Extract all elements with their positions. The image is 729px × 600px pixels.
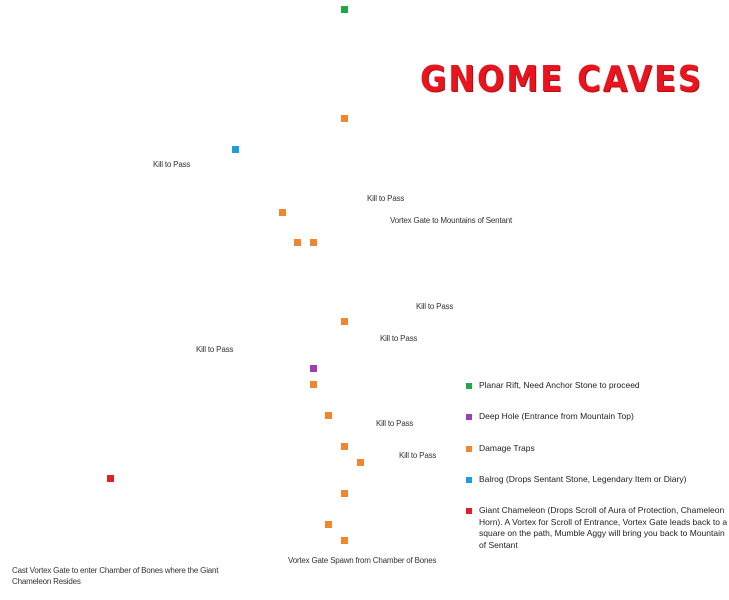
- legend-swatch: [466, 383, 472, 389]
- kill-to-pass-label: Kill to Pass: [399, 451, 437, 460]
- kill-to-pass-label: Kill to Pass: [367, 194, 405, 203]
- balrog-marker[interactable]: [232, 146, 239, 153]
- legend-swatch: [466, 508, 472, 514]
- kill-to-pass-label: Kill to Pass: [416, 302, 454, 311]
- damage-trap-marker[interactable]: [310, 239, 317, 246]
- vortex-gate-label: Vortex Gate to Mountains of Sentant: [390, 216, 512, 225]
- damage-trap-marker[interactable]: [325, 412, 332, 419]
- planar-rift-marker[interactable]: [341, 6, 348, 13]
- damage-trap-marker[interactable]: [310, 381, 317, 388]
- legend-label: Deep Hole (Entrance from Mountain Top): [479, 411, 634, 421]
- damage-trap-marker[interactable]: [341, 443, 348, 450]
- deep-hole-marker[interactable]: [310, 365, 317, 372]
- kill-to-pass-label: Kill to Pass: [153, 160, 191, 169]
- kill-to-pass-label: Kill to Pass: [376, 419, 414, 428]
- legend-label: Planar Rift, Need Anchor Stone to proceed: [479, 380, 640, 390]
- vortex-gate-spawn-label: Vortex Gate Spawn from Chamber of Bones: [288, 556, 437, 565]
- damage-trap-marker[interactable]: [341, 490, 348, 497]
- damage-trap-marker[interactable]: [357, 459, 364, 466]
- legend-swatch: [466, 414, 472, 420]
- giant-chameleon-marker[interactable]: [107, 475, 114, 482]
- kill-to-pass-label: Kill to Pass: [196, 345, 234, 354]
- damage-trap-marker[interactable]: [279, 209, 286, 216]
- damage-trap-marker[interactable]: [294, 239, 301, 246]
- legend-label: Damage Traps: [479, 443, 535, 453]
- damage-trap-marker[interactable]: [341, 318, 348, 325]
- legend-label: Giant Chameleon (Drops Scroll of Aura of Protection, Chameleon Horn). A Vortex for Scroll of Entrance, Vortex Gate leads back to a square on the path, Mumble Aggy will bring you back to Mountain of Sentant: [479, 505, 728, 550]
- kill-to-pass-label: Kill to Pass: [380, 334, 418, 343]
- cast-vortex-gate-label: Cast Vortex Gate to enter Chamber of Bones where the Giant Chameleon Resides: [12, 566, 219, 586]
- damage-trap-marker[interactable]: [341, 537, 348, 544]
- map-title: GNOME CAVES: [420, 58, 703, 100]
- damage-trap-marker[interactable]: [341, 115, 348, 122]
- damage-trap-marker[interactable]: [325, 521, 332, 528]
- legend-swatch: [466, 446, 472, 452]
- legend-label: Balrog (Drops Sentant Stone, Legendary Item or Diary): [479, 474, 687, 484]
- legend-swatch: [466, 477, 472, 483]
